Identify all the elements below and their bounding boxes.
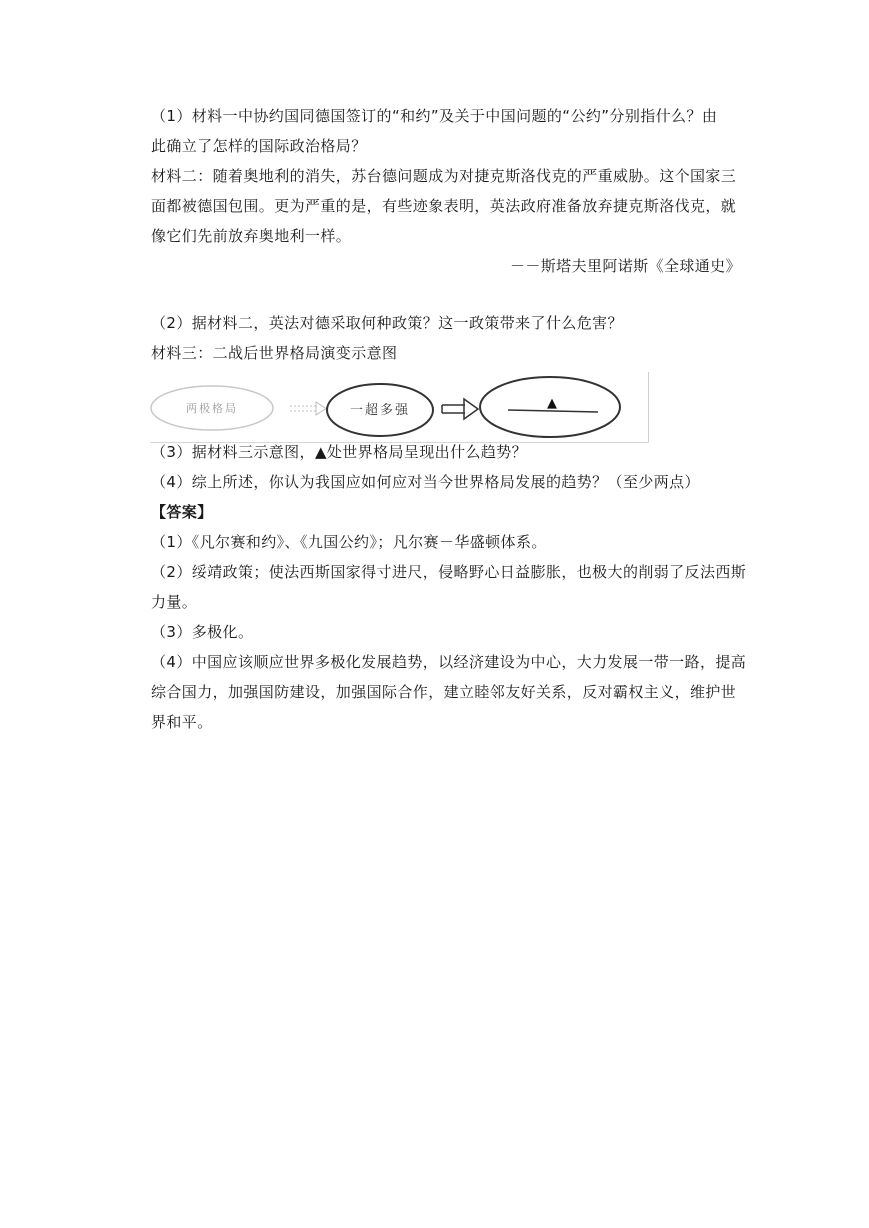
answer-1: （1）《凡尔赛和约》、《九国公约》；凡尔赛－华盛顿体系。 xyxy=(151,533,547,551)
stage-1-label: 两极格局 xyxy=(186,402,238,415)
triangle-icon: ▲ xyxy=(547,396,557,411)
material-2-source: －－斯塔夫里阿诺斯《全球通史》 xyxy=(509,257,741,275)
answer-3: （3）多极化。 xyxy=(151,623,254,641)
world-pattern-diagram xyxy=(150,372,649,443)
answer-4-line-2: 综合国力，加强国防建设，加强国际合作，建立睦邻友好关系，反对霸权主义，维护世 xyxy=(151,683,737,701)
question-2: （2）据材料二，英法对德采取何种政策？这一政策带来了什么危害？ xyxy=(151,314,623,332)
arrow-2-icon xyxy=(442,399,478,419)
material-2-line-3: 像它们先前放弃奥地利一样。 xyxy=(151,227,352,245)
material-2-line-2: 面都被德国包围。更为严重的是，有些迹象表明，英法政府准备放弃捷克斯洛伐克，就 xyxy=(151,197,737,215)
material-2-line-1: 材料二：随着奥地利的消失，苏台德问题成为对捷克斯洛伐克的严重威胁。这个国家三 xyxy=(151,167,737,185)
stage-2-label: 一超多强 xyxy=(349,403,411,418)
material-3-title: 材料三：二战后世界格局演变示意图 xyxy=(151,344,398,362)
question-4: （4）综上所述，你认为我国应如何应对当今世界格局发展的趋势？（至少两点） xyxy=(151,473,700,491)
world-pattern-diagram-svg xyxy=(150,372,648,442)
answer-4-line-1: （4）中国应该顺应世界多极化发展趋势，以经济建设为中心，大力发展一带一路，提高 xyxy=(151,653,747,671)
answer-heading: 【答案】 xyxy=(151,503,213,521)
question-1-line-1: （1）材料一中协约国同德国签订的“和约”及关于中国问题的“公约”分别指什么？由 xyxy=(151,107,718,125)
answer-2-line-1: （2）绥靖政策；使法西斯国家得寸进尺，侵略野心日益膨胀，也极大的削弱了反法西斯 xyxy=(151,563,747,581)
question-1-line-2: 此确立了怎样的国际政治格局？ xyxy=(151,137,367,155)
question-3: （3）据材料三示意图，▲处世界格局呈现出什么趋势？ xyxy=(151,443,528,461)
answer-2-line-2: 力量。 xyxy=(151,593,198,611)
arrow-1-icon xyxy=(290,402,326,415)
answer-4-line-3: 界和平。 xyxy=(151,713,213,731)
